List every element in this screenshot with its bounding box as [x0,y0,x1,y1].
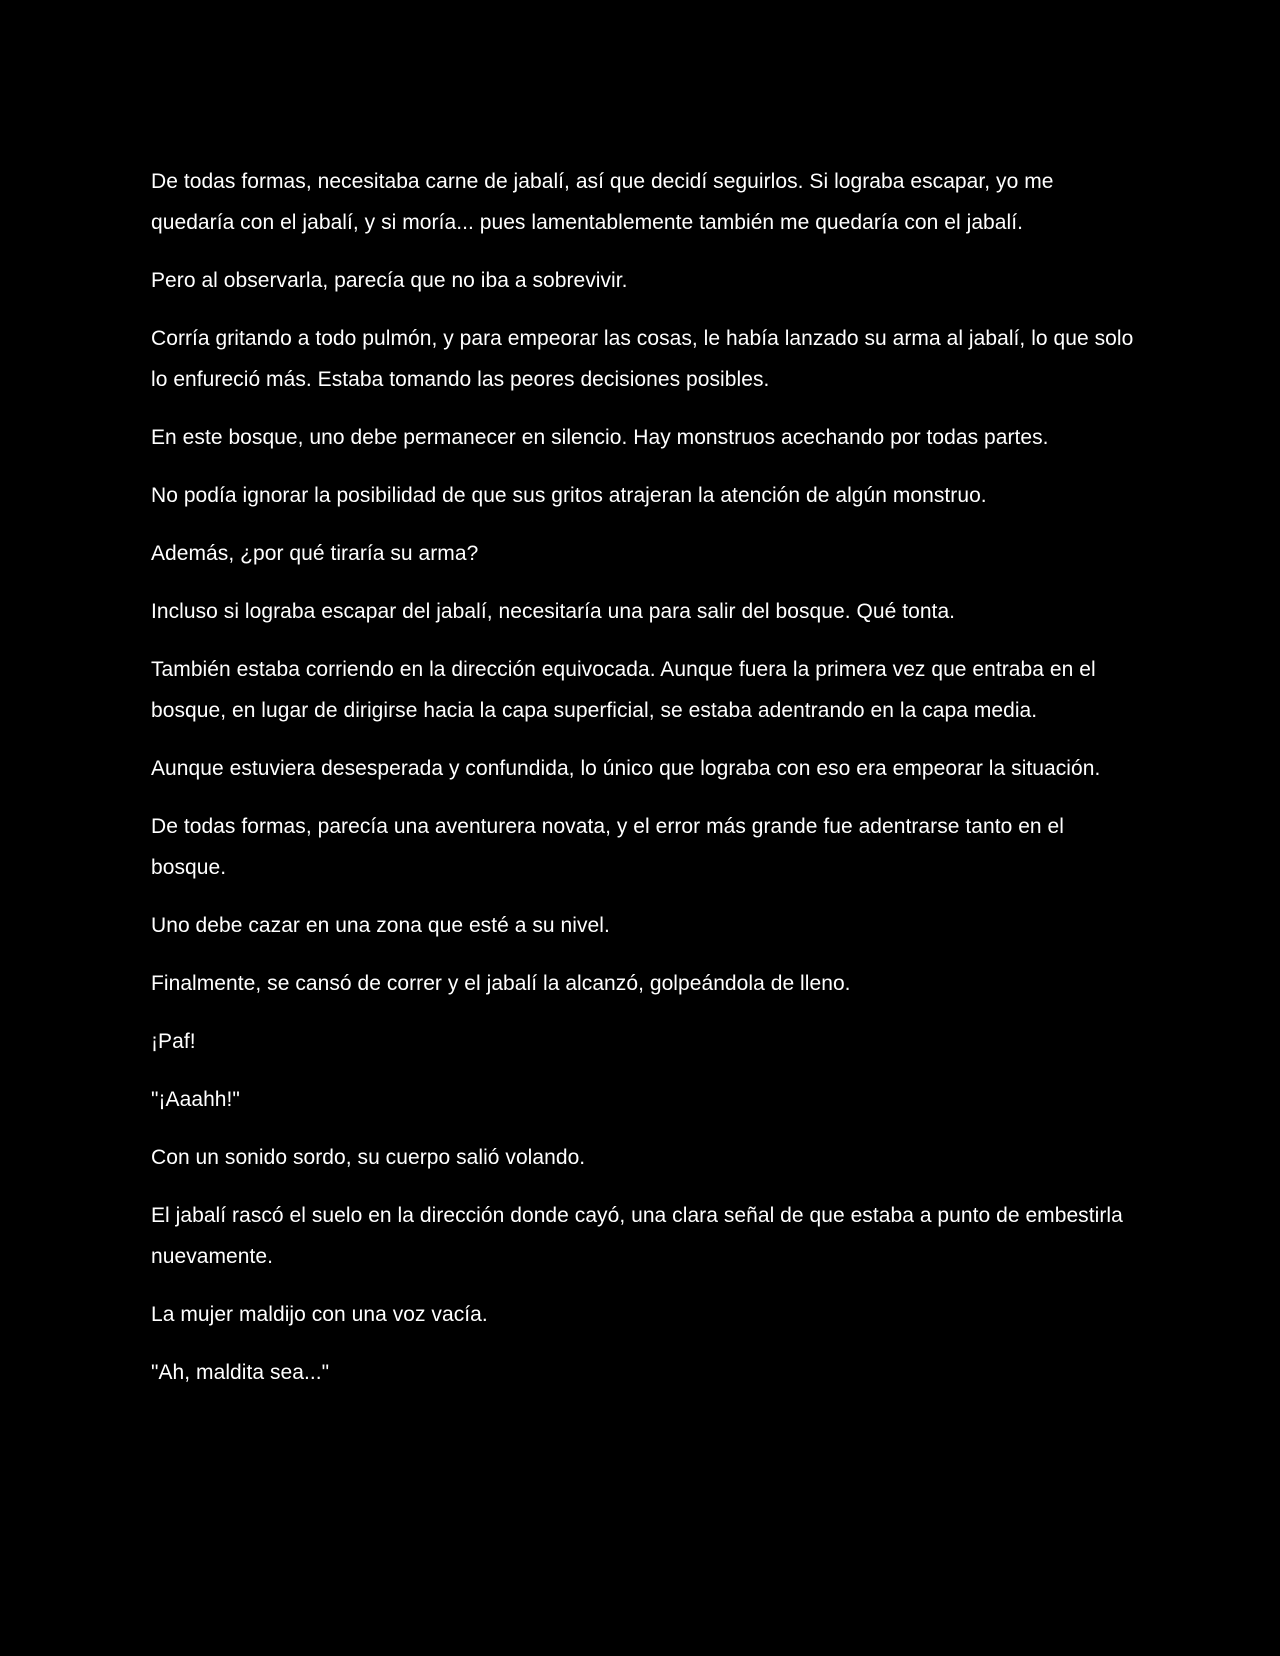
document-page [151,161,1141,1410]
paragraph: Corría gritando a todo pulmón, y para empeorar las cosas, le había lanzado su arma al jabalí, lo que solo lo enfureció más. Estaba tomando las peores decisiones posibles. [151,327,1134,391]
paragraph: El jabalí rascó el suelo en la dirección donde cayó, una clara señal de que estaba a punto de embestirla nuevamente. [151,1204,1123,1268]
paragraph: Uno debe cazar en una zona que esté a su nivel. [151,914,610,937]
paragraph: En este bosque, uno debe permanecer en silencio. Hay monstruos acechando por todas partes. [151,426,1049,449]
paragraph: También estaba corriendo en la dirección equivocada. Aunque fuera la primera vez que entraba en el bosque, en lugar de dirigirse hacia la capa superficial, se estaba adentrando en la capa media. [151,658,1096,722]
paragraph: ¡Paf! [151,1030,196,1053]
paragraph: Además, ¿por qué tiraría su arma? [151,542,479,565]
paragraph: Incluso si lograba escapar del jabalí, necesitaría una para salir del bosque. Qué tonta. [151,600,956,623]
paragraph: Finalmente, se cansó de correr y el jabalí la alcanzó, golpeándola de lleno. [151,972,851,995]
paragraph: De todas formas, parecía una aventurera novata, y el error más grande fue adentrarse tanto en el bosque. [151,815,1064,879]
paragraph: No podía ignorar la posibilidad de que sus gritos atrajeran la atención de algún monstruo. [151,484,987,507]
paragraph: De todas formas, necesitaba carne de jabalí, así que decidí seguirlos. Si lograba escapar, yo me quedaría con el jabalí, y si moría... pues lamentablemente también me quedaría con el jabalí. [151,170,1054,234]
paragraph: "¡Aaahh!" [151,1088,240,1111]
paragraph: "Ah, maldita sea..." [151,1361,330,1384]
paragraph: La mujer maldijo con una voz vacía. [151,1303,488,1326]
paragraph: Con un sonido sordo, su cuerpo salió volando. [151,1146,586,1169]
paragraph: Aunque estuviera desesperada y confundida, lo único que lograba con eso era empeorar la situación. [151,757,1101,780]
paragraph: Pero al observarla, parecía que no iba a sobrevivir. [151,269,628,292]
